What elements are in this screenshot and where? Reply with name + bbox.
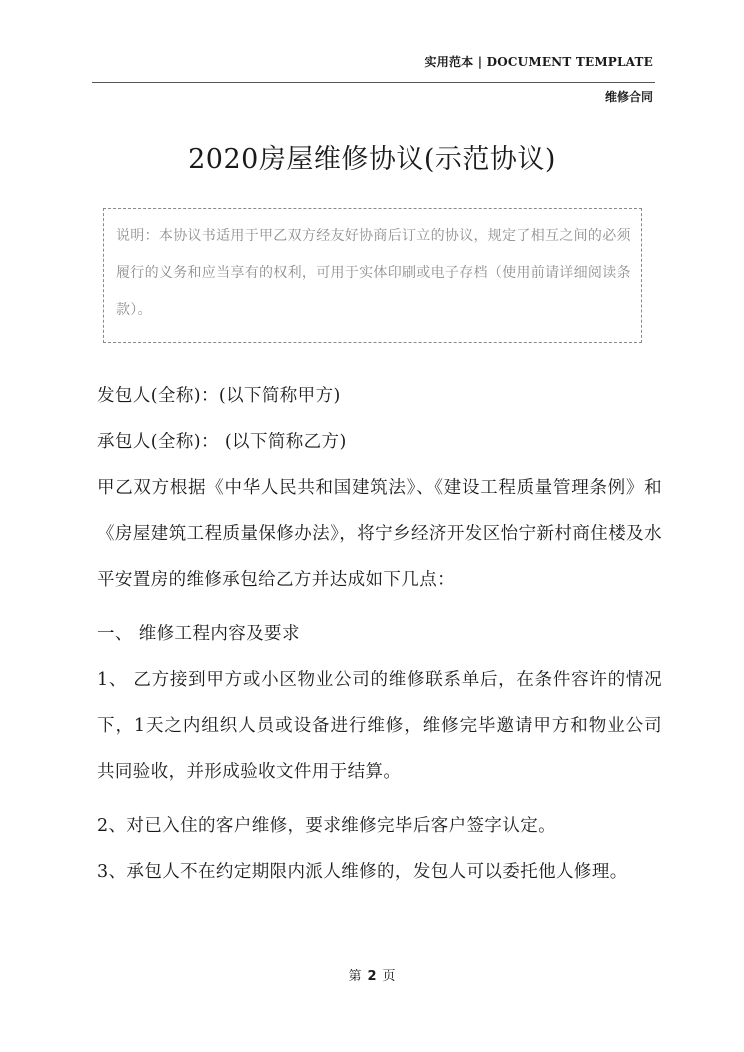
- paragraph-basis: 甲乙双方根据《中华人民共和国建筑法》、《建设工程质量管理条例》和《房屋建筑工程质量保修办法》，将宁乡经济开发区怡宁新村商住楼及水平安置房的维修承包给乙方并达成如下几点：: [97, 478, 662, 590]
- section-heading-maintenance: 一、 维修工程内容及要求: [97, 624, 300, 644]
- clause-3: 3、承包人不在约定期限内派人维修的，发包人可以委托他人修理。: [97, 862, 628, 882]
- clause-1: 1、 乙方接到甲方或小区物业公司的维修联系单后，在条件容许的情况下，1天之内组织人员或设备进行维修，维修完毕邀请甲方和物业公司共同验收，并形成验收文件用于结算。: [97, 670, 662, 782]
- paragraph-contractor-owner: 发包人(全称)：(以下简称甲方): [97, 386, 341, 406]
- header-template-label: 实用范本 | DOCUMENT TEMPLATE: [424, 55, 653, 69]
- page-suffix: 页: [382, 969, 396, 984]
- note-text: 说明：本协议书适用于甲乙双方经友好协商后订立的协议，规定了相互之间的必须履行的义务和应当享有的权利，可用于实体印刷或电子存档（使用前请详细阅读条款）。: [116, 228, 631, 318]
- page-prefix: 第: [348, 969, 362, 984]
- page-number: 2: [367, 969, 377, 984]
- paragraph-contractor: 承包人(全称)： (以下简称乙方): [97, 432, 347, 452]
- header-category: 维修合同: [604, 90, 653, 104]
- header-divider: [92, 82, 655, 83]
- clause-2: 2、对已入住的客户维修，要求维修完毕后客户签字认定。: [97, 816, 557, 836]
- document-title: 2020房屋维修协议(示范协议): [188, 144, 556, 175]
- note-box: [103, 208, 642, 343]
- page-footer: [0, 965, 744, 984]
